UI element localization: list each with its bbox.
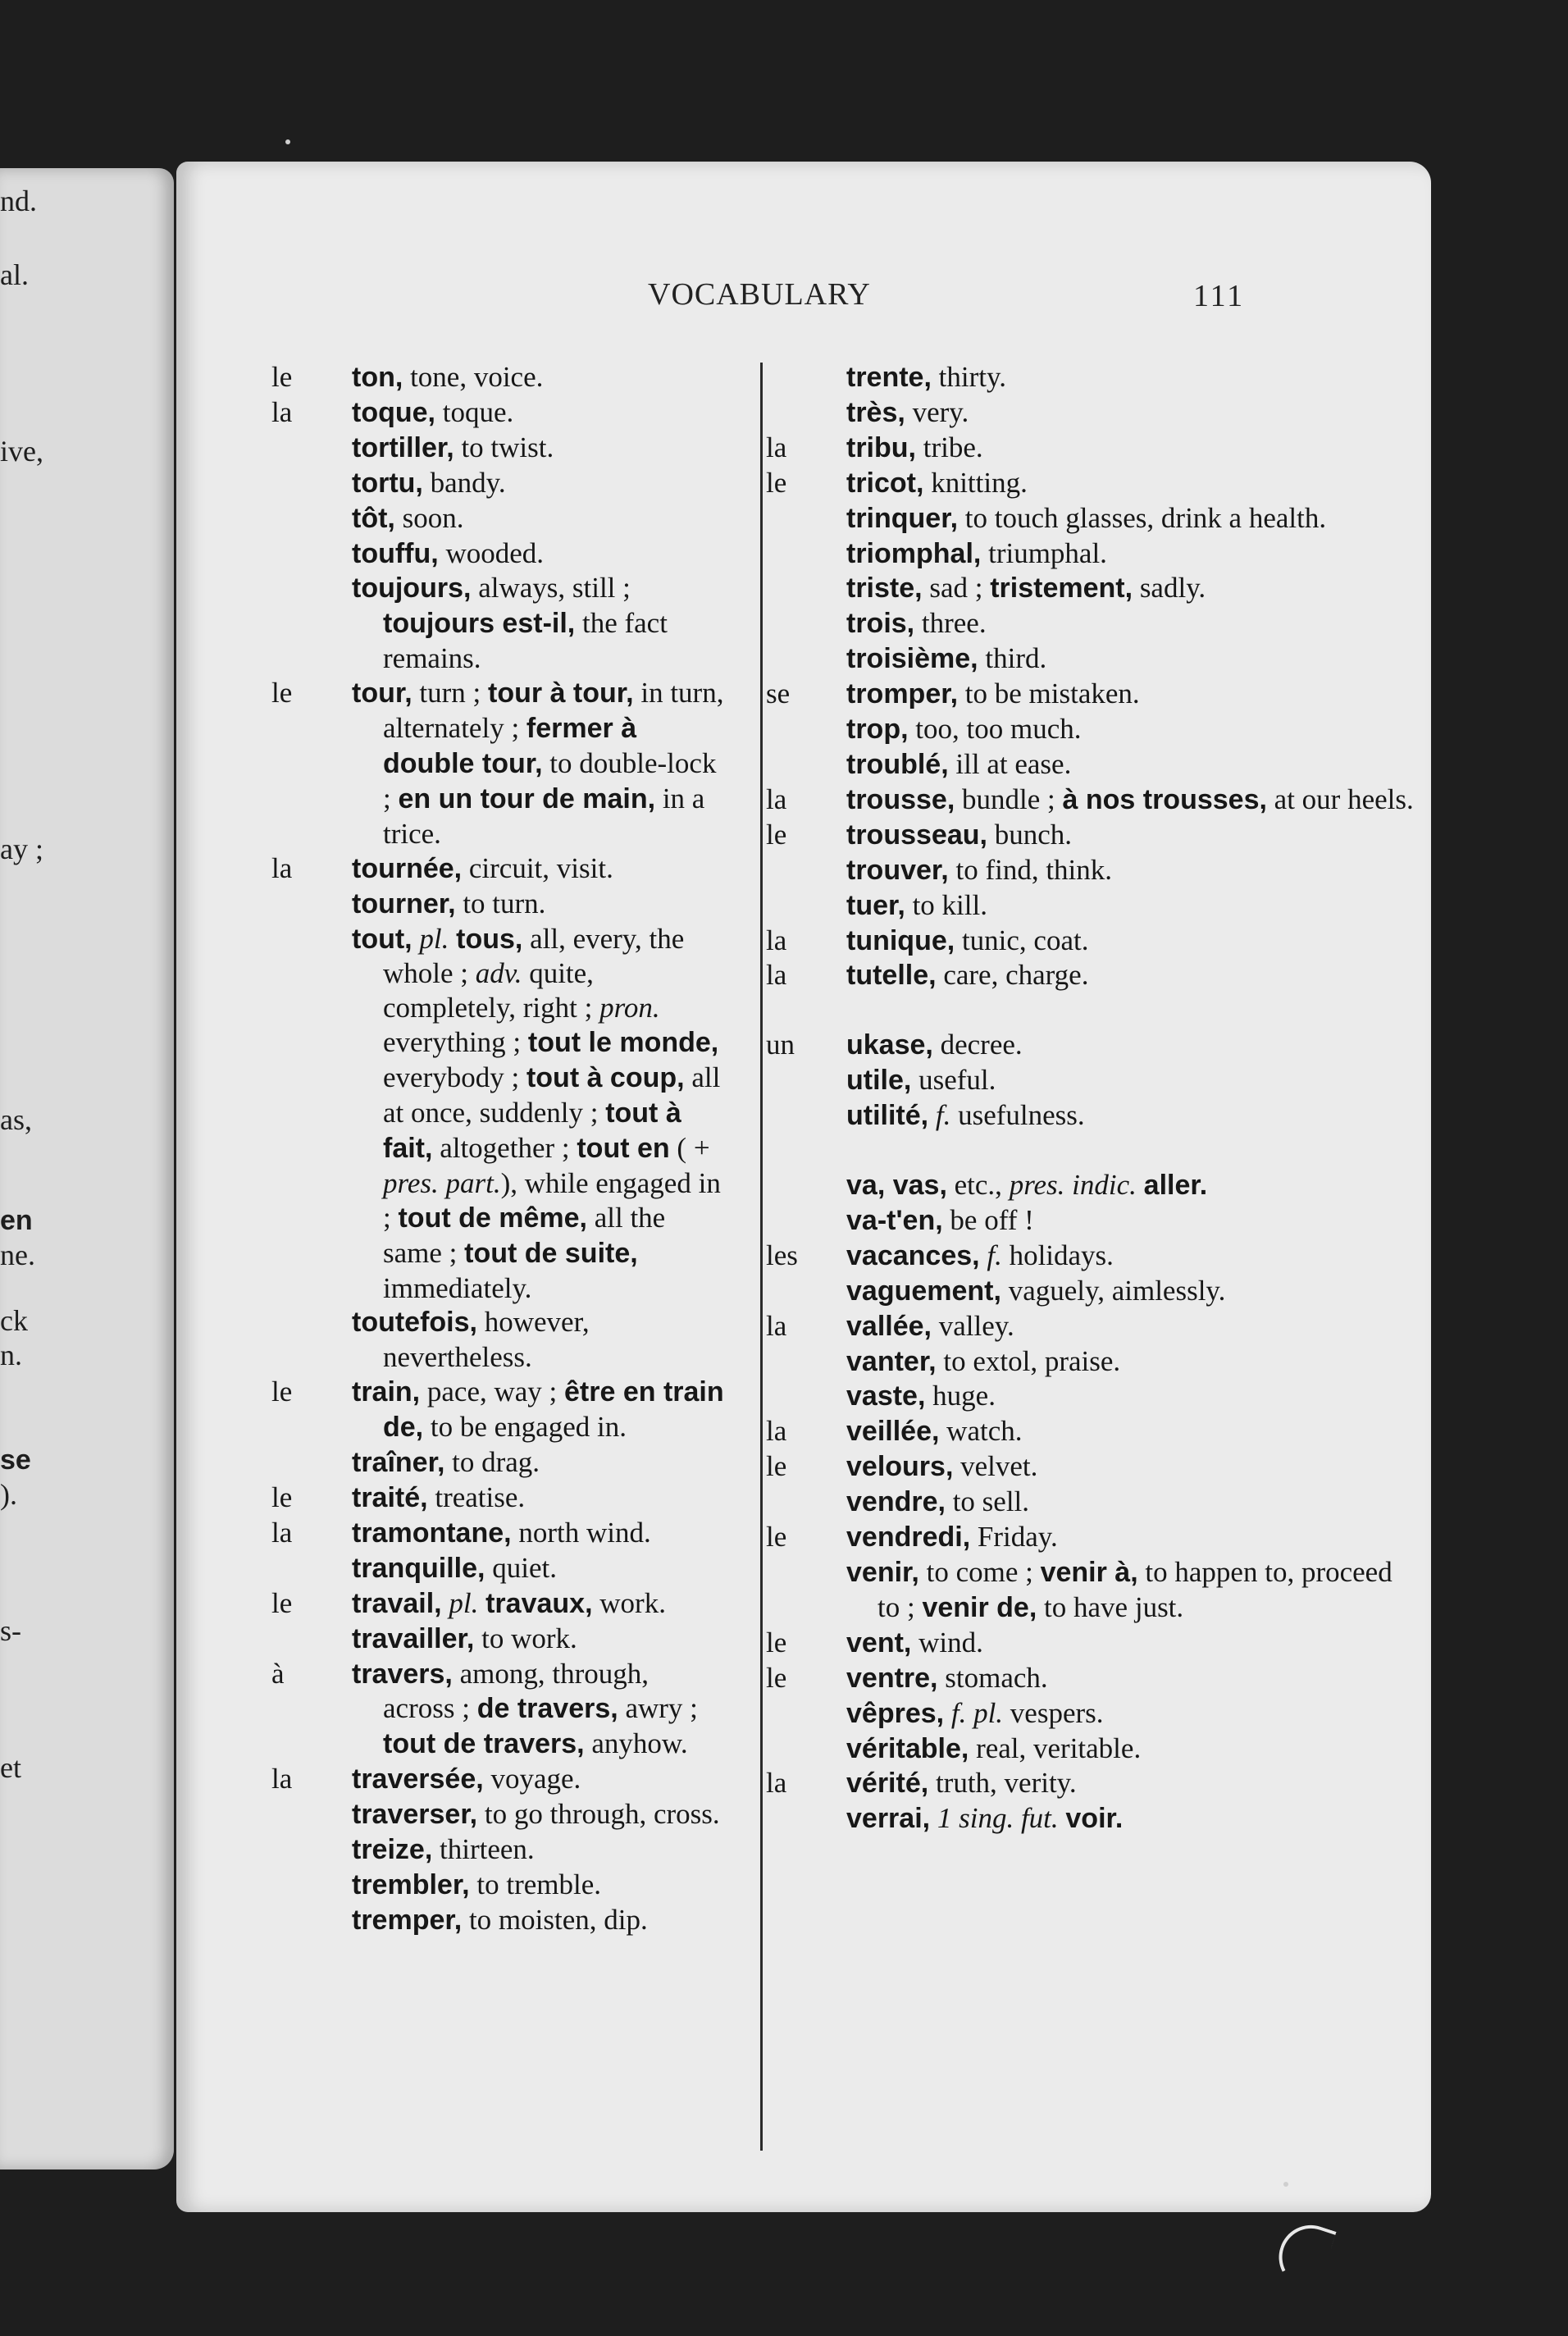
vocabulary-entry bbox=[271, 1762, 727, 1797]
entry-article: le bbox=[766, 1661, 787, 1694]
entry-article: la bbox=[271, 851, 293, 884]
entry-headword: trembler, bbox=[352, 1868, 470, 1900]
vocabulary-entry bbox=[812, 1063, 1419, 1098]
book-page bbox=[176, 162, 1431, 2212]
left-page-fragment: s- bbox=[0, 1614, 21, 1647]
vocabulary-entry bbox=[766, 1028, 1419, 1063]
entry-headword: trop, bbox=[846, 714, 909, 746]
entry-definition bbox=[930, 1802, 937, 1834]
left-page-fragment: et bbox=[0, 1751, 21, 1784]
entry-article: le bbox=[766, 466, 787, 499]
vocabulary-column-left bbox=[271, 360, 727, 1938]
entry-definition: pace, way ; bbox=[420, 1376, 565, 1408]
entry-headword: velours, bbox=[846, 1451, 954, 1483]
vocabulary-entry bbox=[317, 1305, 727, 1375]
entry-definition: usefulness. bbox=[950, 1099, 1085, 1132]
entry-definition: to double-lock ; bbox=[383, 746, 717, 814]
entry-definition: useful. bbox=[911, 1064, 996, 1097]
entry-definition: to twist. bbox=[454, 431, 554, 463]
entry-definition: holidays. bbox=[1001, 1239, 1114, 1271]
entry-phrase: fermer à double tour, bbox=[383, 713, 637, 779]
entry-phrase: toujours est-il, bbox=[383, 608, 576, 640]
vocabulary-entry bbox=[271, 1516, 727, 1551]
page-title: VOCABULARY bbox=[648, 277, 871, 312]
vocabulary-entry bbox=[766, 1239, 1419, 1274]
vocabulary-entry bbox=[812, 536, 1419, 572]
left-page-fragment: ne. bbox=[0, 1239, 35, 1271]
left-page-fragment: ck bbox=[0, 1304, 28, 1337]
entry-headword: travail, bbox=[352, 1587, 442, 1619]
entry-headword: trousse, bbox=[846, 783, 955, 815]
vocabulary-entry bbox=[812, 1098, 1419, 1134]
vocabulary-entry bbox=[317, 1868, 727, 1903]
entry-definition: velvet. bbox=[953, 1450, 1038, 1483]
vocabulary-entry bbox=[812, 606, 1419, 641]
entry-headword: tremper, bbox=[352, 1904, 463, 1936]
entry-headword: touffu, bbox=[352, 537, 439, 569]
entry-headword: vent, bbox=[846, 1627, 912, 1658]
entry-headword: trinquer, bbox=[846, 502, 959, 534]
entry-definition: to be mistaken. bbox=[958, 678, 1140, 710]
left-page-fragment: ive, bbox=[0, 435, 43, 468]
entry-headword: trois, bbox=[846, 608, 915, 640]
entry-definition: to drag. bbox=[444, 1446, 540, 1479]
entry-definition: to extol, praise. bbox=[936, 1344, 1121, 1377]
entry-headword: traverser, bbox=[352, 1799, 478, 1831]
entry-definition: watch. bbox=[939, 1415, 1023, 1448]
entry-phrase: venir de, bbox=[922, 1591, 1037, 1623]
entry-article: le bbox=[766, 818, 787, 851]
entry-definition bbox=[928, 1099, 936, 1131]
entry-definition bbox=[449, 923, 456, 955]
dust-speck bbox=[285, 139, 290, 144]
vocabulary-entry bbox=[812, 1379, 1419, 1414]
vocabulary-entry bbox=[766, 1309, 1419, 1344]
entry-definition: to find, think. bbox=[948, 853, 1113, 886]
corner-mark bbox=[1270, 2217, 1336, 2293]
entry-headword: ton, bbox=[352, 362, 403, 393]
entry-phrase: tristement, bbox=[990, 573, 1133, 605]
entry-article: le bbox=[766, 1626, 787, 1658]
entry-phrase: tous, bbox=[456, 923, 523, 955]
entry-definition: to come ; bbox=[918, 1556, 1041, 1588]
entry-definition: all, every, the whole ; bbox=[383, 922, 685, 990]
vocabulary-entry bbox=[271, 1586, 727, 1622]
vocabulary-entry bbox=[317, 887, 727, 922]
entry-headword: vendre, bbox=[846, 1486, 946, 1518]
entry-definition: tone, voice. bbox=[403, 361, 544, 393]
entry-headword: utilité, bbox=[846, 1100, 929, 1132]
entry-headword: trente, bbox=[846, 362, 932, 393]
entry-definition: to be engaged in. bbox=[423, 1411, 627, 1444]
entry-definition: tunic, coat. bbox=[955, 924, 1089, 956]
entry-phrase: venir à, bbox=[1040, 1557, 1138, 1588]
entry-definition: among, through, across ; bbox=[383, 1657, 650, 1725]
entry-headword: vêpres, bbox=[846, 1697, 945, 1729]
entry-phrase: en un tour de main, bbox=[398, 782, 656, 814]
entry-definition: to go through, cross. bbox=[477, 1798, 720, 1831]
entry-phrase: de travers, bbox=[476, 1693, 618, 1725]
entry-phrase: tout de suite, bbox=[464, 1237, 638, 1269]
entry-article: le bbox=[766, 1521, 787, 1554]
entry-definition: to touch glasses, drink a health. bbox=[958, 501, 1327, 534]
entry-phrase: voir. bbox=[1065, 1803, 1124, 1835]
entry-headword: triomphal, bbox=[846, 537, 982, 569]
vocabulary-entry bbox=[812, 1555, 1419, 1626]
vocabulary-entry bbox=[271, 851, 727, 887]
entry-definition: everybody ; bbox=[383, 1061, 526, 1094]
entry-headword: trousseau, bbox=[846, 819, 987, 851]
vocabulary-entry bbox=[812, 395, 1419, 431]
entry-definition: all the same ; bbox=[383, 1201, 666, 1269]
vocabulary-entry bbox=[812, 1801, 1419, 1836]
entry-article: le bbox=[766, 1450, 787, 1483]
entry-definition: tribe. bbox=[915, 431, 983, 463]
entry-headword: traîner, bbox=[352, 1447, 445, 1479]
entry-definition: to moisten, dip. bbox=[462, 1903, 648, 1936]
entry-phrase: tout à coup, bbox=[526, 1062, 685, 1094]
entry-definition: to have just. bbox=[1037, 1590, 1184, 1623]
entry-headword: vacances, bbox=[846, 1239, 980, 1271]
entry-article: la bbox=[766, 959, 787, 992]
entry-grammar-note: pres. indic. bbox=[1009, 1169, 1137, 1202]
entry-article: la bbox=[766, 924, 787, 956]
entry-definition: in turn, alternately ; bbox=[383, 677, 724, 745]
vocabulary-entry bbox=[766, 1766, 1419, 1801]
entry-definition: thirty. bbox=[931, 361, 1006, 393]
entry-definition: to sell. bbox=[945, 1485, 1030, 1518]
entry-phrase: tout en bbox=[577, 1132, 670, 1164]
entry-definition: ill at ease. bbox=[948, 747, 1072, 780]
entry-definition: bundle ; bbox=[955, 782, 1063, 815]
left-page-fragment: en bbox=[0, 1205, 33, 1236]
entry-grammar-note: adv. bbox=[475, 957, 522, 990]
entry-definition: turn ; bbox=[412, 677, 489, 709]
entry-article: la bbox=[271, 395, 293, 428]
vocabulary-entry bbox=[812, 712, 1419, 747]
entry-headword: treize, bbox=[352, 1834, 433, 1866]
entry-definition: altogether ; bbox=[432, 1131, 577, 1164]
vocabulary-entry bbox=[317, 1622, 727, 1657]
entry-phrase: à nos trousses, bbox=[1062, 783, 1267, 815]
vocabulary-entry bbox=[812, 571, 1419, 606]
vocabulary-entry bbox=[271, 1375, 727, 1445]
entry-headword: toujours, bbox=[352, 573, 472, 605]
left-page-fragment: nd. bbox=[0, 185, 37, 217]
entry-definition: circuit, visit. bbox=[462, 851, 613, 884]
vocabulary-entry bbox=[317, 1903, 727, 1938]
left-page-edge bbox=[0, 168, 174, 2169]
entry-headword: vendredi, bbox=[846, 1522, 971, 1554]
column-divider bbox=[760, 363, 763, 2151]
entry-definition: everything ; bbox=[383, 1026, 528, 1059]
entry-grammar-note: f. bbox=[935, 1099, 951, 1132]
vocabulary-entry bbox=[766, 782, 1419, 818]
entry-definition: immediately. bbox=[383, 1271, 532, 1304]
entry-headword: va-t'en, bbox=[846, 1204, 943, 1236]
entry-definition: the fact remains. bbox=[383, 607, 668, 675]
vocabulary-entry bbox=[766, 677, 1419, 712]
section-gap bbox=[812, 1134, 1419, 1168]
entry-definition: vespers. bbox=[1003, 1696, 1104, 1729]
entry-definition: in a trice. bbox=[383, 782, 705, 850]
entry-definition: at our heels. bbox=[1266, 782, 1414, 815]
vocabulary-entry bbox=[766, 1414, 1419, 1449]
left-page-fragment: al. bbox=[0, 258, 29, 291]
entry-article: à bbox=[271, 1657, 285, 1690]
entry-definition: huge. bbox=[925, 1380, 996, 1412]
entry-article: la bbox=[766, 782, 787, 815]
dust-speck bbox=[1283, 2182, 1288, 2187]
entry-definition: thirteen. bbox=[432, 1833, 535, 1866]
entry-headword: utile, bbox=[846, 1065, 912, 1097]
page-number: 111 bbox=[1193, 279, 1246, 313]
vocabulary-entry bbox=[271, 360, 727, 395]
entry-definition: always, still ; bbox=[471, 572, 631, 605]
entry-definition: wind. bbox=[911, 1626, 983, 1658]
entry-definition: ), while engaged in ; bbox=[383, 1166, 721, 1234]
entry-phrase: tour à tour, bbox=[488, 678, 634, 709]
entry-definition: quite, completely, right ; bbox=[383, 957, 600, 1024]
entry-definition: truth, verity. bbox=[928, 1767, 1077, 1800]
entry-headword: véritable, bbox=[846, 1732, 969, 1764]
entry-headword: train, bbox=[352, 1376, 421, 1408]
entry-phrase: tout de travers, bbox=[383, 1728, 585, 1760]
vocabulary-entry bbox=[812, 1344, 1419, 1380]
entry-article: le bbox=[271, 1376, 293, 1408]
entry-definition bbox=[944, 1697, 951, 1729]
entry-headword: tricot, bbox=[846, 467, 924, 499]
vocabulary-entry bbox=[766, 818, 1419, 853]
vocabulary-entry bbox=[812, 501, 1419, 536]
entry-headword: tutelle, bbox=[846, 960, 937, 992]
left-page-fragment: se bbox=[0, 1444, 31, 1476]
vocabulary-entry bbox=[317, 1445, 727, 1481]
entry-article: un bbox=[766, 1029, 795, 1061]
entry-headword: tranquille, bbox=[352, 1552, 485, 1584]
vocabulary-entry bbox=[766, 1661, 1419, 1696]
entry-headword: travers, bbox=[352, 1658, 453, 1690]
entry-definition: three. bbox=[914, 607, 987, 640]
entry-headword: tortu, bbox=[352, 467, 423, 499]
entry-article: le bbox=[271, 1586, 293, 1619]
entry-definition: very. bbox=[905, 395, 969, 428]
vocabulary-entry bbox=[766, 1449, 1419, 1485]
entry-definition: awry ; bbox=[618, 1692, 698, 1725]
entry-definition: voyage. bbox=[483, 1763, 581, 1795]
entry-headword: va, vas, bbox=[846, 1170, 947, 1202]
entry-article: le bbox=[271, 1481, 293, 1513]
entry-article: le bbox=[271, 677, 293, 709]
entry-headword: verrai, bbox=[846, 1803, 931, 1835]
entry-headword: tuer, bbox=[846, 889, 905, 921]
vocabulary-entry bbox=[317, 536, 727, 572]
entry-headword: ukase, bbox=[846, 1029, 933, 1061]
vocabulary-entry bbox=[317, 922, 727, 1306]
entry-headword: tortiller, bbox=[352, 431, 454, 463]
entry-definition bbox=[478, 1587, 485, 1619]
entry-article: les bbox=[766, 1239, 798, 1271]
entry-definition: vaguely, aimlessly. bbox=[1001, 1274, 1226, 1307]
entry-headword: vérité, bbox=[846, 1768, 929, 1800]
entry-grammar-note: pres. part. bbox=[383, 1166, 501, 1199]
entry-headword: tramontane, bbox=[352, 1517, 512, 1549]
entry-grammar-note: f. bbox=[987, 1239, 1002, 1271]
entry-definition: valley. bbox=[931, 1309, 1014, 1342]
entry-definition: quiet. bbox=[485, 1551, 557, 1584]
vocabulary-entry bbox=[271, 1657, 727, 1763]
entry-headword: tôt, bbox=[352, 502, 395, 534]
entry-definition: however, nevertheless. bbox=[383, 1306, 590, 1374]
entry-headword: tribu, bbox=[846, 431, 916, 463]
entry-headword: trouver, bbox=[846, 854, 949, 886]
vocabulary-entry bbox=[812, 747, 1419, 782]
vocabulary-entry bbox=[766, 958, 1419, 993]
entry-phrase: tout de même, bbox=[398, 1202, 587, 1234]
vocabulary-column-right bbox=[766, 360, 1419, 1836]
vocabulary-entry bbox=[317, 1832, 727, 1868]
vocabulary-entry bbox=[317, 571, 727, 676]
entry-headword: troisième, bbox=[846, 643, 978, 675]
entry-definition: to work. bbox=[474, 1622, 577, 1654]
entry-headword: toutefois, bbox=[352, 1307, 477, 1339]
vocabulary-entry bbox=[812, 641, 1419, 677]
entry-headword: tour, bbox=[352, 678, 413, 709]
entry-grammar-note: pl. bbox=[449, 1586, 479, 1619]
vocabulary-entry bbox=[766, 431, 1419, 466]
vocabulary-entry bbox=[317, 431, 727, 466]
entry-phrase: tout à fait, bbox=[383, 1097, 681, 1164]
entry-article: la bbox=[766, 1309, 787, 1342]
entry-headword: vanter, bbox=[846, 1345, 937, 1377]
entry-phrase: aller. bbox=[1143, 1170, 1208, 1202]
entry-definition: sad ; bbox=[922, 572, 991, 605]
entry-headword: travailler, bbox=[352, 1622, 475, 1654]
entry-article: la bbox=[766, 431, 787, 463]
vocabulary-entry bbox=[812, 1168, 1419, 1203]
left-page-fragment: ). bbox=[0, 1478, 17, 1511]
entry-definition: Friday. bbox=[970, 1521, 1058, 1554]
entry-definition: to happen to, proceed to ; bbox=[877, 1556, 1393, 1623]
entry-phrase: tout le monde, bbox=[527, 1027, 719, 1059]
entry-definition: be off ! bbox=[942, 1203, 1034, 1236]
entry-definition: all at once, suddenly ; bbox=[383, 1061, 721, 1129]
vocabulary-entry bbox=[271, 395, 727, 431]
entry-article: la bbox=[766, 1767, 787, 1800]
vocabulary-entry bbox=[766, 466, 1419, 501]
entry-headword: triste, bbox=[846, 573, 923, 605]
entry-definition: to kill. bbox=[905, 888, 987, 921]
entry-phrase: être en train de, bbox=[383, 1376, 724, 1444]
section-gap bbox=[812, 993, 1419, 1028]
entry-definition bbox=[1137, 1169, 1144, 1201]
entry-definition: knitting. bbox=[923, 466, 1028, 499]
vocabulary-entry bbox=[812, 888, 1419, 924]
entry-headword: tromper, bbox=[846, 678, 959, 710]
entry-headword: vaste, bbox=[846, 1380, 926, 1412]
entry-definition: too, too much. bbox=[908, 713, 1082, 746]
entry-headword: vaguement, bbox=[846, 1275, 1001, 1307]
entry-article: la bbox=[766, 1415, 787, 1448]
entry-definition: toque. bbox=[435, 395, 514, 428]
entry-headword: venir, bbox=[846, 1557, 919, 1588]
vocabulary-entry bbox=[812, 1274, 1419, 1309]
left-page-fragment: as, bbox=[0, 1103, 32, 1136]
entry-grammar-note: f. pl. bbox=[950, 1696, 1004, 1729]
vocabulary-entry bbox=[317, 1551, 727, 1586]
vocabulary-entry bbox=[766, 1626, 1419, 1661]
vocabulary-entry bbox=[812, 360, 1419, 395]
vocabulary-entry bbox=[766, 924, 1419, 959]
left-page-fragment: n. bbox=[0, 1339, 22, 1371]
entry-definition: to tremble. bbox=[469, 1868, 601, 1900]
entry-grammar-note: pron. bbox=[599, 992, 660, 1024]
entry-headword: très, bbox=[846, 396, 905, 428]
left-page-fragment: ay ; bbox=[0, 833, 43, 865]
entry-definition: stomach. bbox=[937, 1661, 1048, 1694]
entry-article: le bbox=[271, 361, 293, 393]
entry-headword: tournée, bbox=[352, 852, 463, 884]
entry-definition: bandy. bbox=[422, 466, 506, 499]
entry-grammar-note: 1 sing. fut. bbox=[937, 1802, 1059, 1835]
entry-definition: real, veritable. bbox=[969, 1731, 1142, 1764]
entry-grammar-note: pl. bbox=[419, 922, 449, 955]
entry-headword: ventre, bbox=[846, 1662, 938, 1694]
entry-definition: to turn. bbox=[455, 887, 546, 919]
vocabulary-entry bbox=[317, 1797, 727, 1832]
entry-definition: triumphal. bbox=[981, 536, 1107, 569]
entry-headword: troublé, bbox=[846, 748, 949, 780]
vocabulary-entry bbox=[271, 676, 727, 851]
vocabulary-entry bbox=[766, 1520, 1419, 1555]
entry-definition: sadly. bbox=[1133, 572, 1206, 605]
entry-definition: soon. bbox=[394, 501, 464, 534]
vocabulary-entry bbox=[812, 1485, 1419, 1520]
entry-article: la bbox=[271, 1763, 293, 1795]
vocabulary-entry bbox=[812, 853, 1419, 888]
entry-headword: toque, bbox=[352, 396, 435, 428]
entry-definition: north wind. bbox=[511, 1516, 651, 1549]
entry-definition: etc., bbox=[946, 1169, 1010, 1202]
entry-definition: work. bbox=[592, 1586, 666, 1619]
vocabulary-entry bbox=[317, 466, 727, 501]
entry-headword: tout, bbox=[352, 923, 413, 955]
vocabulary-entry bbox=[271, 1481, 727, 1516]
entry-headword: veillée, bbox=[846, 1416, 940, 1448]
entry-headword: vallée, bbox=[846, 1310, 932, 1342]
vocabulary-entry bbox=[317, 501, 727, 536]
entry-definition: ( + bbox=[669, 1131, 710, 1164]
entry-definition: third. bbox=[978, 642, 1047, 675]
entry-headword: traversée, bbox=[352, 1763, 484, 1795]
entry-definition: bunch. bbox=[987, 818, 1072, 851]
entry-definition: treatise. bbox=[427, 1481, 526, 1513]
entry-headword: tourner, bbox=[352, 887, 456, 919]
entry-definition: decree. bbox=[932, 1029, 1023, 1061]
vocabulary-entry bbox=[812, 1696, 1419, 1731]
entry-definition: care, charge. bbox=[936, 959, 1089, 992]
entry-article: se bbox=[766, 678, 791, 710]
entry-definition: wooded. bbox=[438, 536, 545, 569]
entry-headword: tunique, bbox=[846, 924, 955, 956]
vocabulary-entry bbox=[812, 1203, 1419, 1239]
entry-article: la bbox=[271, 1516, 293, 1549]
entry-phrase: travaux, bbox=[485, 1587, 593, 1619]
vocabulary-entry bbox=[812, 1731, 1419, 1767]
entry-definition: anyhow. bbox=[584, 1727, 688, 1760]
entry-headword: traité, bbox=[352, 1482, 428, 1513]
